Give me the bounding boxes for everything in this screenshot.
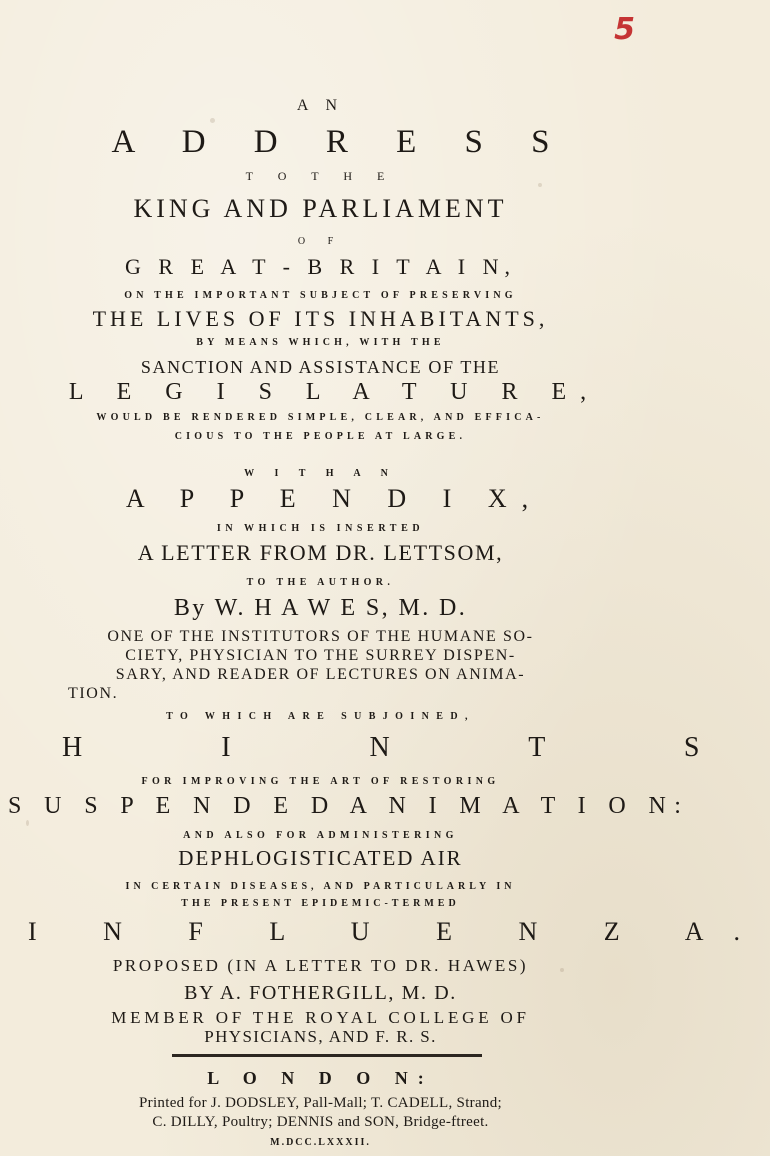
text-in-which: IN WHICH IS INSERTED bbox=[216, 523, 425, 534]
text-would-be-1: WOULD BE RENDERED SIMPLE, CLEAR, AND EFFICA- bbox=[96, 412, 545, 423]
author-by-fothergill: BY A. FOTHERGILL, M. D. bbox=[184, 982, 457, 1004]
text-on-subject: ON THE IMPORTANT SUBJECT OF PRESERVING bbox=[124, 290, 517, 301]
heading-address: A D D R E S S bbox=[111, 124, 570, 160]
heading-of: O F bbox=[297, 236, 344, 247]
heading-an: A N bbox=[296, 97, 345, 114]
text-in-certain: IN CERTAIN DISEASES, AND PARTICULARLY IN bbox=[125, 881, 516, 892]
page-number-mark: 5 bbox=[614, 12, 635, 47]
heading-lives-inhabitants: THE LIVES OF ITS INHABITANTS, bbox=[92, 306, 549, 331]
heading-great-britain: G R E A T - B R I T A I N, bbox=[125, 254, 516, 279]
paper-fleck bbox=[26, 820, 29, 826]
text-and-also: AND ALSO FOR ADMINISTERING bbox=[183, 830, 458, 841]
heading-appendix: A P P E N D I X, bbox=[125, 484, 544, 513]
text-sanction: SANCTION AND ASSISTANCE OF THE bbox=[140, 357, 501, 377]
imprint-london: L O N D O N: bbox=[207, 1068, 434, 1088]
heading-dephlogisticated-air: DEPHLOGISTICATED AIR bbox=[178, 846, 463, 870]
heading-hints: H I N T S bbox=[62, 732, 766, 763]
text-proposed: PROPOSED (IN A LETTER TO DR. HAWES) bbox=[112, 956, 529, 975]
text-to-which: TO WHICH ARE SUBJOINED, bbox=[166, 711, 475, 722]
text-by-means: BY MEANS WHICH, WITH THE bbox=[196, 337, 445, 348]
text-one-of-4: TION. bbox=[68, 685, 119, 702]
paper-fleck bbox=[210, 118, 215, 123]
text-one-of-3: SARY, AND READER OF LECTURES ON ANIMA- bbox=[115, 666, 526, 683]
text-for-improving: FOR IMPROVING THE ART OF RESTORING bbox=[141, 776, 500, 787]
text-the-present: THE PRESENT EPIDEMIC-TERMED bbox=[181, 898, 460, 909]
imprint-printed-1: Printed for J. DODSLEY, Pall-Mall; T. CADELL, Strand; bbox=[139, 1095, 502, 1111]
paper-fleck bbox=[538, 183, 542, 187]
text-one-of-2: CIETY, PHYSICIAN TO THE SURREY DISPEN- bbox=[125, 647, 516, 664]
text-with-an: W I T H A N bbox=[244, 468, 397, 479]
imprint-date: M.DCC.LXXXII. bbox=[270, 1137, 371, 1148]
heading-influenza: I N F L U E N Z A. bbox=[28, 917, 770, 946]
text-would-be-2: CIOUS TO THE PEOPLE AT LARGE. bbox=[174, 431, 467, 442]
author-by-hawes: By W. H A W E S, M. D. bbox=[173, 595, 468, 621]
text-letter-from: A LETTER FROM DR. LETTSOM, bbox=[137, 540, 504, 565]
heading-king-parliament: KING AND PARLIAMENT bbox=[133, 194, 508, 223]
heading-suspended-animation: S U S P E N D E D A N I M A T I O N: bbox=[8, 793, 690, 819]
text-one-of-1: ONE OF THE INSTITUTORS OF THE HUMANE SO- bbox=[107, 628, 534, 645]
divider-rule bbox=[172, 1054, 482, 1057]
imprint-printed-2: C. DILLY, Poultry; DENNIS and SON, Bridge-ftreet. bbox=[152, 1114, 489, 1130]
heading-to-the: T O T H E bbox=[245, 169, 396, 183]
text-to-the-author: TO THE AUTHOR. bbox=[246, 577, 395, 588]
text-physicians: PHYSICIANS, AND F. R. S. bbox=[204, 1027, 437, 1046]
text-member: MEMBER OF THE ROYAL COLLEGE OF bbox=[111, 1008, 530, 1027]
heading-legislature: L E G I S L A T U R E, bbox=[68, 379, 601, 405]
